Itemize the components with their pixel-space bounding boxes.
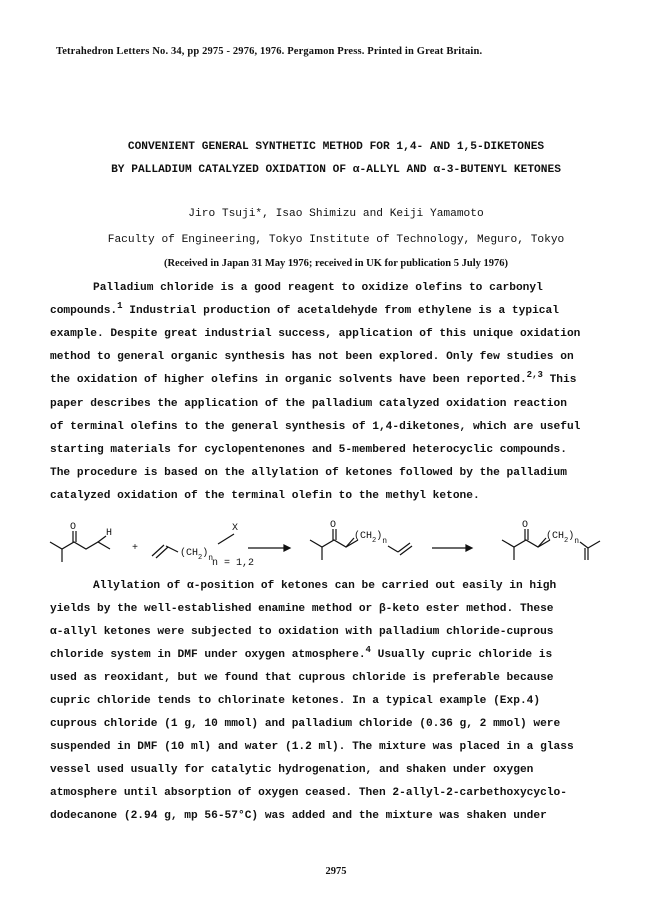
body-line: method to general organic synthesis has not been explored. Only few studies on (50, 351, 574, 363)
oxygen-label: O (522, 520, 529, 531)
body-line: yields by the well-established enamine method or β-keto ester method. These (50, 603, 554, 615)
body-line: starting materials for cyclopentenones and 5-membered heterocyclic compounds. (50, 444, 567, 456)
methylene-label: $(CH_2)_n$ (180, 548, 214, 563)
leaving-group-label: X (232, 523, 239, 534)
author-list: Jiro Tsuji*, Isao Shimizu and Keiji Yamamoto (188, 208, 484, 220)
body-line: chloride system in DMF under oxygen atmosphere.$^4$ Usually cupric chloride is (50, 645, 553, 661)
footnote-ref: 2,3 (526, 370, 543, 380)
body-line: cuprous chloride (1 g, 10 mmol) and palladium chloride (0.36 g, 2 mmol) were (50, 718, 561, 730)
body-line: α-allyl ketones were subjected to oxidation with palladium chloride-cuprous (50, 626, 554, 638)
body-line: paper describes the application of the palladium catalyzed oxidation reaction (50, 398, 567, 410)
body-line: The procedure is based on the allylation of ketones followed by the palladium (50, 467, 567, 479)
body-line: of terminal olefins to the general synthesis of 1,4-diketones, which are useful (50, 421, 581, 433)
body-line: the oxidation of higher olefins in organic solvents have been reported.$^{2,3}$ This (50, 370, 577, 386)
body-line: vessel used usually for catalytic hydrogenation, and shaken under oxygen (50, 764, 534, 776)
hydrogen-label: H (106, 528, 113, 539)
body-line: compounds.$^1$ Industrial production of acetaldehyde from ethylene is a typical (50, 301, 559, 317)
article-title-line-1: CONVENIENT GENERAL SYNTHETIC METHOD FOR 1,4- AND 1,5-DIKETONES (127, 141, 545, 153)
oxygen-label: O (70, 522, 77, 533)
body-line: atmosphere until absorption of oxygen ceased. Then 2-allyl-2-carbethoxycyclo- (50, 787, 567, 799)
body-line: catalyzed oxidation of the terminal olefin to the methyl ketone. (50, 490, 480, 502)
footnote-ref: 1 (117, 301, 123, 311)
methylene-label: $(CH_2)_n$ (354, 531, 388, 546)
received-dates: (Received in Japan 31 May 1976; received in UK for publication 5 July 1976) (163, 258, 509, 269)
article-title-line-2: BY PALLADIUM CATALYZED OXIDATION OF α-ALLYL AND α-3-BUTENYL KETONES (111, 164, 561, 176)
affiliation: Faculty of Engineering, Tokyo Institute of Technology, Meguro, Tokyo (107, 234, 565, 246)
body-line: Palladium chloride is a good reagent to oxidize olefins to carbonyl (93, 282, 543, 294)
oxygen-label: O (330, 520, 337, 531)
reaction-arrow-1 (248, 545, 290, 551)
body-line: cupric chloride tends to chlorinate ketones. In a typical example (Exp.4) (50, 695, 541, 707)
n-range-label: n = 1,2 (212, 558, 255, 569)
body-line: used as reoxidant, but we found that cuprous chloride is preferable because (50, 672, 554, 684)
page-number: 2975 (325, 866, 347, 877)
body-line: dodecanone (2.94 g, mp 56-57°C) was added and the mixture was shaken under (50, 810, 547, 822)
plus-sign: + (132, 543, 139, 554)
footnote-ref: 4 (365, 645, 371, 655)
reaction-arrow-2 (432, 545, 472, 551)
body-line: suspended in DMF (10 ml) and water (1.2 ml). The mixture was placed in a glass (50, 741, 574, 753)
reactant-ketone-structure (50, 531, 110, 562)
body-line: Allylation of α-position of ketones can be carried out easily in high (93, 580, 557, 592)
running-head: Tetrahedron Letters No. 34, pp 2975 - 2976, 1976. Pergamon Press. Printed in Great Britain. (56, 46, 483, 57)
body-line: example. Despite great industrial success, application of this unique oxidation (50, 328, 581, 340)
methylene-label: $(CH_2)_n$ (546, 531, 580, 546)
